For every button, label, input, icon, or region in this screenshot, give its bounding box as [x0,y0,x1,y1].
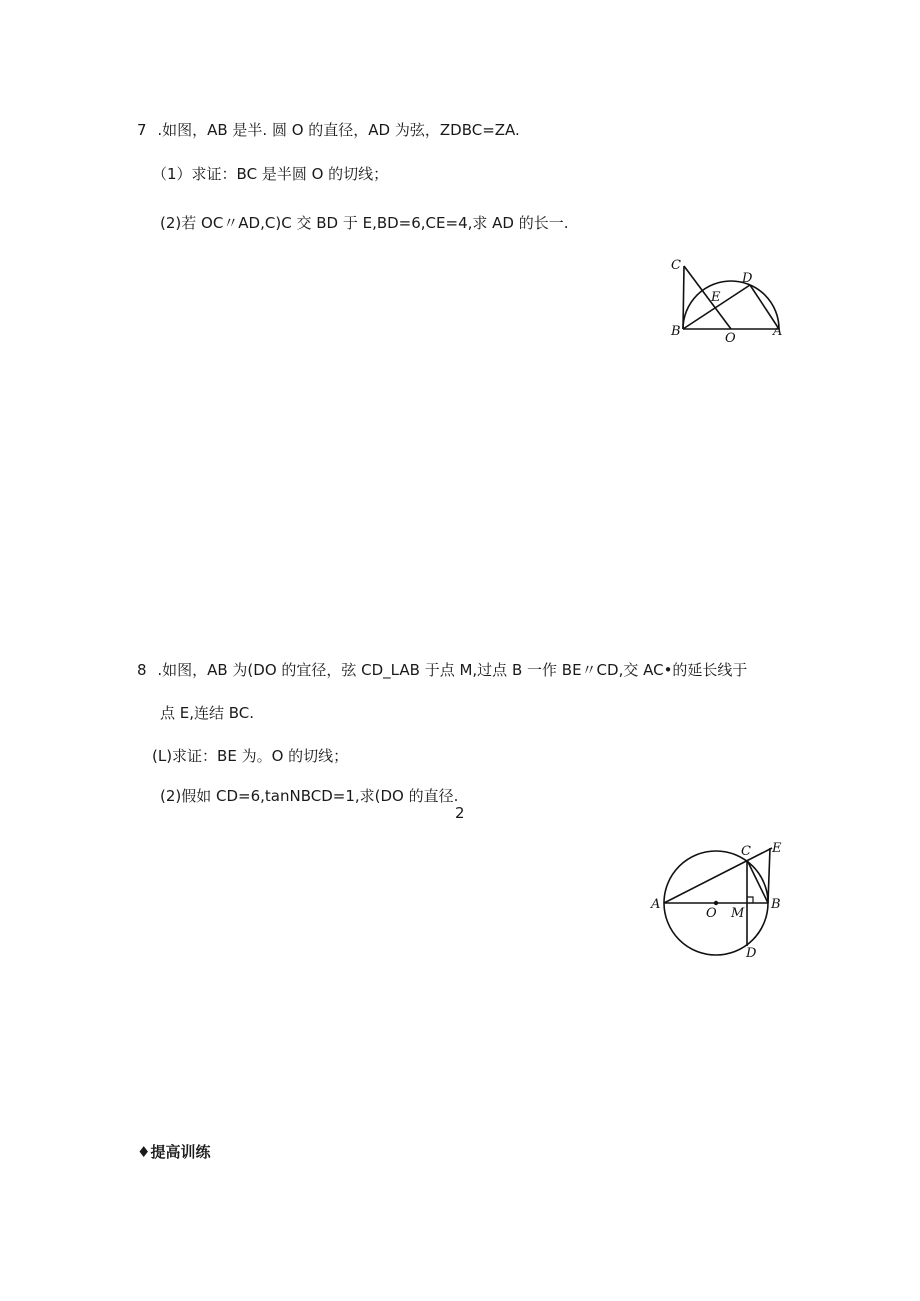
problem-8-part-1: (L)求证：BE 为。O 的切线； [152,747,349,765]
problem-7-part-1: （1）求证：BC 是半圆 O 的切线； [152,165,389,183]
label-c: C [671,258,681,273]
problem-7-stem [137,120,520,140]
problem-8-figure [648,836,798,966]
problem-7-stem-text: .如图，AB 是半. 圆 O 的直径，AD 为弦，ZDBC=ZA. [157,121,520,139]
label-o: O [706,906,717,921]
label-e: E [711,290,721,305]
fraction-denominator: 2 [455,804,465,822]
label-o: O [725,331,736,346]
label-d: D [742,271,753,286]
tangent-bc [683,266,684,329]
label-d: D [746,946,757,961]
label-b: B [771,897,781,912]
problem-8-part-2: (2)假如 CD=6,tanNBCD=1,求(DO 的直径. [160,787,459,805]
problem-8-stem-continued: 点 E,连结 BC. [160,704,255,722]
tangent-be [768,848,770,903]
label-a: A [773,324,783,339]
center-point [714,901,718,905]
problem-8-number: 8 [137,661,147,679]
label-a: A [651,897,661,912]
problem-8-stem [137,660,747,680]
label-b: B [671,324,681,339]
problem-7-part-2: (2)若 OC〃AD,C)C 交 BD 于 E,BD=6,CE=4,求 AD 的长一. [160,214,569,232]
right-angle-mark [747,897,753,903]
label-c: C [741,844,751,859]
label-e: E [772,841,782,856]
section-heading: ♦提高训练 [137,1143,211,1161]
label-m: M [731,906,745,921]
problem-7-figure [668,256,798,346]
segment-co [684,266,731,329]
problem-7-number: 7 [137,121,147,139]
semicircle-arc [683,281,779,329]
problem-8-stem-text: .如图，AB 为(DO 的宜径，弦 CD_LAB 于点 M,过点 B 一作 BE〃CD,交 AC•的延长线于 [157,661,748,679]
line-ae [664,848,772,903]
